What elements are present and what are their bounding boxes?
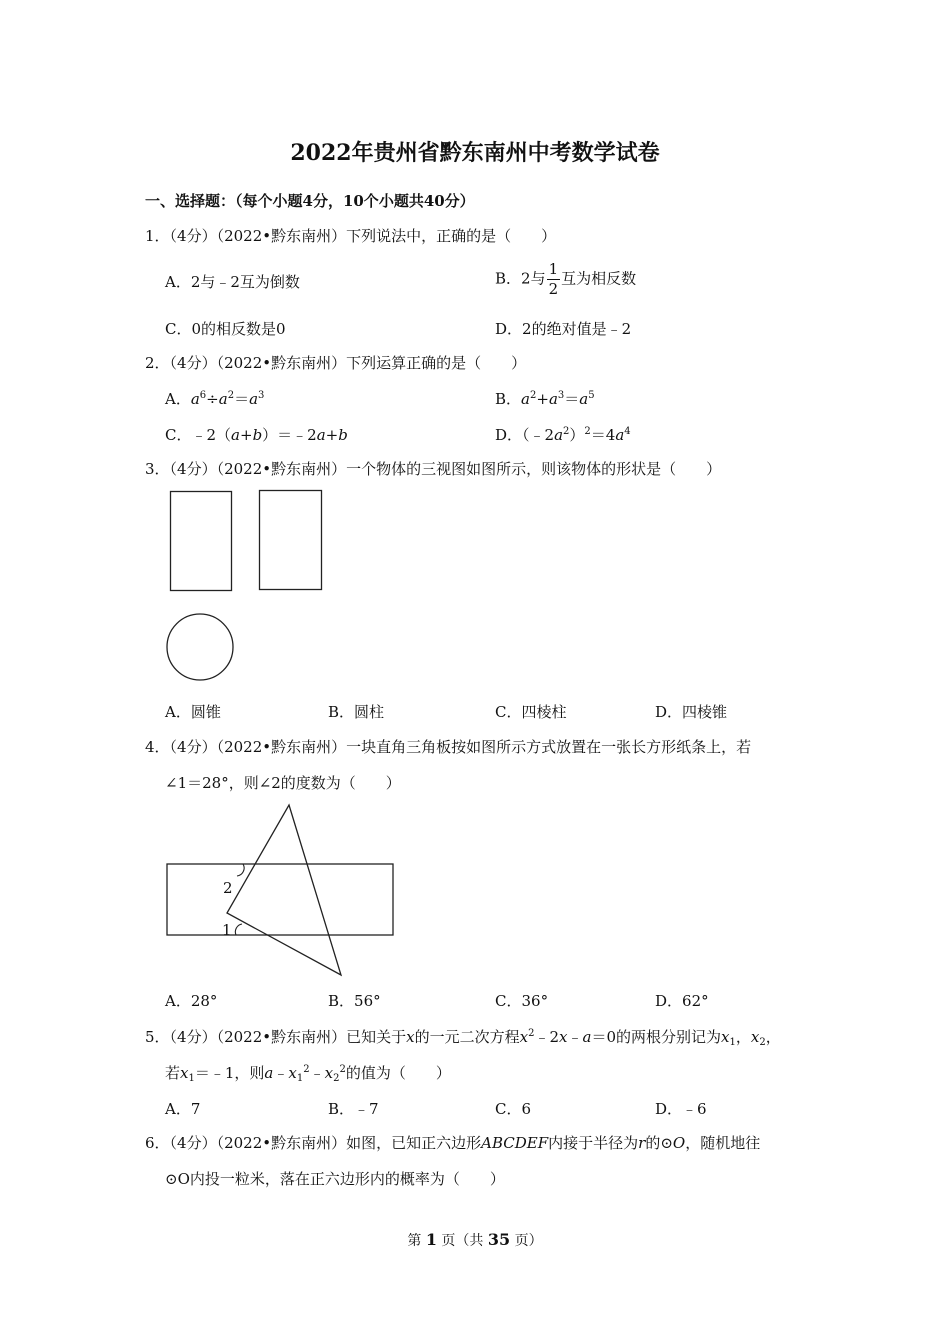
q3-option-a: A．圆锥 [165,703,221,721]
q2-option-b: B．$a^2+a^3=a^5$ [495,390,595,408]
fraction-denominator: 2 [548,280,559,298]
q2-option-c: C．﹣2（a+b）＝﹣2a+b [165,426,348,444]
angle-2-label: 2 [223,879,233,897]
right-triangle [227,805,341,975]
question-5-stem-line-2: 若$x_1=﹣1$，则$a﹣x_1^2﹣x_2^2$的值为（ ） [165,1064,451,1084]
angle-1-label: 1 [222,921,232,939]
fraction-one-half [547,262,561,297]
q4-option-a: A．28° [165,992,218,1010]
q3-option-c: C．四棱柱 [495,703,567,721]
question-6-stem-line-1: 6．（4分）（2022•黔东南州）如图，已知正六边形ABCDEF内接于半径为r的⊙O，随机地往 [145,1134,761,1152]
side-view-rectangle [260,491,322,590]
q5-option-a: A．7 [165,1100,201,1118]
q2-option-a: A．$a^6\div a^2=a^3$ [165,390,265,408]
question-1-stem: 1．（4分）（2022•黔东南州）下列说法中，正确的是（ ） [145,227,557,245]
section-heading: 一、选择题：（每个小题4分，10个小题共40分） [145,192,475,210]
q5-option-c: C．6 [495,1100,532,1118]
q1-option-a: A．2与﹣2互为倒数 [165,273,300,291]
q5-option-b: B．﹣7 [328,1100,379,1118]
footer-prefix: 第 [407,1233,426,1249]
footer-suffix: 页） [510,1233,543,1249]
page-title: 2022年贵州省黔东南州中考数学试卷 [290,140,660,166]
q4-option-d: D．62° [655,992,709,1010]
three-view-figure [160,485,340,685]
q1-option-b-prefix: B．2与 [495,269,546,288]
triangle-on-strip-figure [160,800,410,985]
q3-option-b: B．圆柱 [328,703,385,721]
angle-1-arc [235,924,242,935]
q2-option-d: D．$(﹣2a^2)^2=4a^4$ [495,426,631,444]
rectangular-strip [167,864,393,935]
question-5-stem-line-1: 5．（4分）（2022•黔东南州）已知关于x的一元二次方程$x^2﹣2x﹣a=0$的两根分别记为$x_1$，$x_2$， [145,1028,781,1048]
q4-option-b: B．56° [328,992,381,1010]
fraction-numerator: 1 [548,260,559,278]
footer-middle: 页（共 [436,1233,488,1249]
q5-option-d: D．﹣6 [655,1100,707,1118]
q1-option-b [495,262,636,297]
q1-option-d: D．2的绝对值是﹣2 [495,320,632,338]
q1-option-c: C．0的相反数是0 [165,320,286,338]
front-view-rectangle [171,492,232,591]
angle-2-arc [237,864,244,876]
q1-option-b-suffix: 互为相反数 [561,269,637,288]
question-6-stem-line-2: ⊙O内投一粒米，落在正六边形内的概率为（ ） [165,1170,505,1188]
page-footer [0,1230,950,1250]
q3-option-d: D．四棱锥 [655,703,728,721]
question-4-stem-line-1: 4．（4分）（2022•黔东南州）一块直角三角板按如图所示方式放置在一张长方形纸条上，若 [145,738,752,756]
top-view-circle [167,614,233,680]
footer-page-number: 1 [425,1230,437,1249]
question-3-stem: 3．（4分）（2022•黔东南州）一个物体的三视图如图所示，则该物体的形状是（ ） [145,460,722,478]
question-4-stem-line-2: ∠1＝28°，则∠2的度数为（ ） [165,774,401,792]
footer-total-pages: 35 [487,1230,511,1249]
q4-option-c: C．36° [495,992,549,1010]
question-2-stem: 2．（4分）（2022•黔东南州）下列运算正确的是（ ） [145,354,527,372]
